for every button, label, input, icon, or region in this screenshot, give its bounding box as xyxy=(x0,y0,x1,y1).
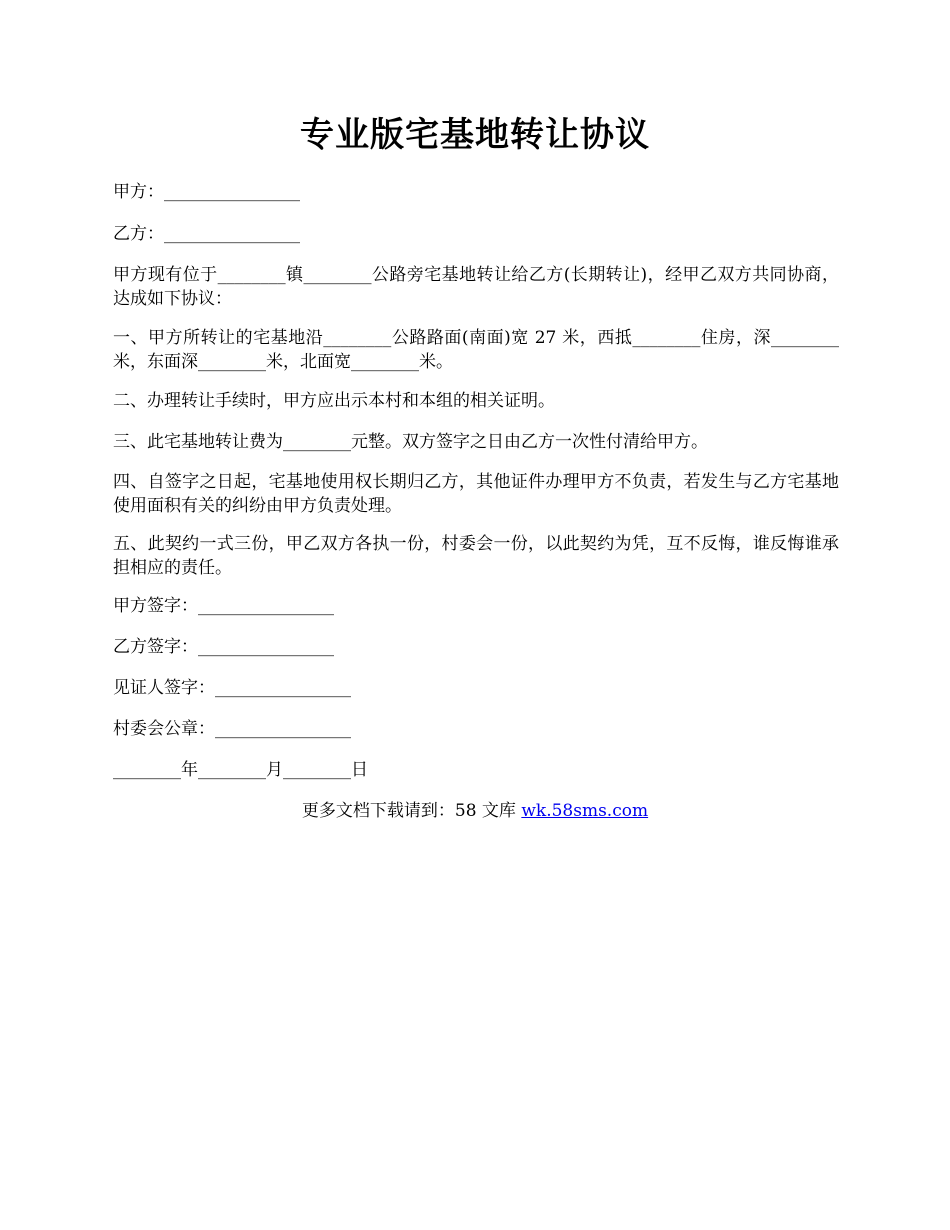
date-line: ________年________月________日 xyxy=(113,760,368,780)
party-a-line: 甲方：________________ xyxy=(113,182,300,202)
clause-2: 二、办理转让手续时，甲方应出示本村和本组的相关证明。 xyxy=(113,391,555,411)
clause-4: 四、自签字之日起，宅基地使用权长期归乙方，其他证件办理甲方不负责，若发生与乙方宅基地使用面积有关的纠纷由甲方负责处理。 xyxy=(113,472,839,516)
signature-witness: 见证人签字：________________ xyxy=(113,678,351,698)
footer-prefix: 更多文档下载请到：58 文库 xyxy=(301,801,522,821)
clause-1: 一、甲方所转让的宅基地沿________公路路面(南面)宽 27 米，西抵________住房，深________米，东面深________米，北面宽________米。 xyxy=(113,328,839,372)
village-seal-line: 村委会公章：________________ xyxy=(113,719,351,739)
intro-paragraph: 甲方现有位于________镇________公路旁宅基地转让给乙方(长期转让)，经甲乙双方共同协商，达成如下协议： xyxy=(113,265,839,309)
signature-party-a: 甲方签字：________________ xyxy=(113,596,334,616)
clause-3: 三、此宅基地转让费为________元整。双方签字之日由乙方一次性付清给甲方。 xyxy=(113,432,708,452)
party-b-line: 乙方：________________ xyxy=(113,224,300,244)
footer-link[interactable]: wk.58sms.com xyxy=(521,801,649,821)
download-footer xyxy=(0,799,950,823)
signature-party-b: 乙方签字：________________ xyxy=(113,637,334,657)
clause-5: 五、此契约一式三份，甲乙双方各执一份，村委会一份，以此契约为凭，互不反悔，谁反悔谁承担相应的责任。 xyxy=(113,534,839,578)
document-title: 专业版宅基地转让协议 xyxy=(300,115,650,155)
